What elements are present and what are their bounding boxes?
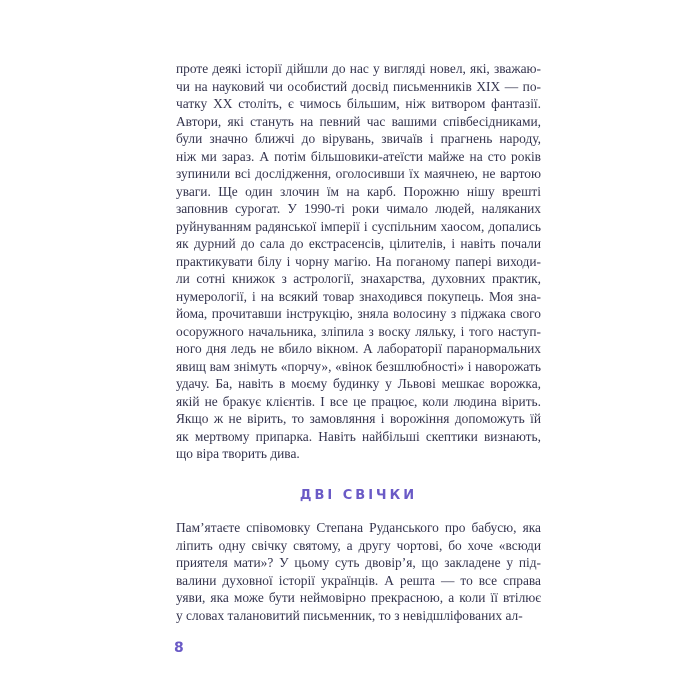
text-line: проте деякі історії дійшли до нас у вигляді новел, які, зважаю- [176,61,541,76]
text-line: Пам’ятаєте співомовку Степана Руданського про бабусю, яка [176,520,541,535]
text-line: чатку XX століть, є чимось більшим, ніж витвором фантазії. [176,96,541,111]
text-line: ліпить одну свічку святому, а другу чортові, бо хоче «всюди [176,537,541,553]
text-line: ли сотні книжок з астрології, знахарства, духовних практик, [176,271,541,286]
text-line: заповнив сурогат. У 1990-ті роки чимало людей, наляканих [176,201,541,216]
text-line: як мертвому припарка. Навіть найбільші скептики визнають, [176,428,541,444]
text-line: у словах талановитий письменник, то з невідшліфованих ал- [176,607,523,623]
text-line: Автори, які стануть на певний час вашими співбесідниками, [176,113,541,129]
text-line: приятеля мати»? У цьому суть двовір’я, що закладене у під- [176,555,541,570]
text-line: осоружного начальника, зліпила з воску ляльку, і того наступ- [176,323,541,339]
text-line: йома, прочитавши інструкцію, зняла волосину з піджака свого [176,306,541,321]
text-line: уяви, яка може бути неймовірно прекрасною, а коли її втілює [176,590,541,605]
paragraph-1 [176,60,541,463]
text-line: що віра творить дива. [176,446,300,461]
text-column [176,60,541,658]
text-line: удачу. Ба, навіть в моєму будинку у Львові мешкає ворожка, [176,376,541,391]
text-line: Якщо ж не вірить, то замовляння і ворожіння допоможуть їй [176,411,541,426]
section-heading: ДВІ СВІЧКИ [299,487,418,503]
text-line: як дурний до сала до екстрасенсів, цілителів, і навіть почали [176,236,541,251]
text-line: уваги. Ще один злочин їм на карб. Порожню нішу врешті [176,183,541,199]
text-line: ніж ми зараз. А потім більшовики-атеїсти майже на сто років [176,148,541,164]
text-line: були значно ближчі до вірувань, звичаїв і прагнень народу, [176,131,541,146]
text-line: валини духовної історії українців. А решта — то все справа [176,572,541,588]
text-line: якій не бракує клієнтів. І все це працює, коли людина вірить. [176,393,541,409]
paragraph-2 [176,519,541,624]
page-number: 8 [174,640,184,656]
text-line: зупинили всі дослідження, оголосивши їх маячнею, не вартою [176,166,541,181]
text-line: практикувати білу і чорну магію. На поганому папері виходи- [176,253,541,269]
text-line: руйнуванням радянської імперії і суспільним хаосом, допались [176,218,541,234]
text-line: ного дня ледь не вбило вікном. А лабораторії паранормальних [176,341,541,356]
text-line: нумерології, і на всякий товар знаходився покупець. Моя зна- [176,288,541,304]
text-line: явищ вам знімуть «порчу», «вінок безшлюбності» і наворожать [176,358,541,374]
text-line: чи на науковий чи особистий досвід письменників XIX — по- [176,78,541,94]
